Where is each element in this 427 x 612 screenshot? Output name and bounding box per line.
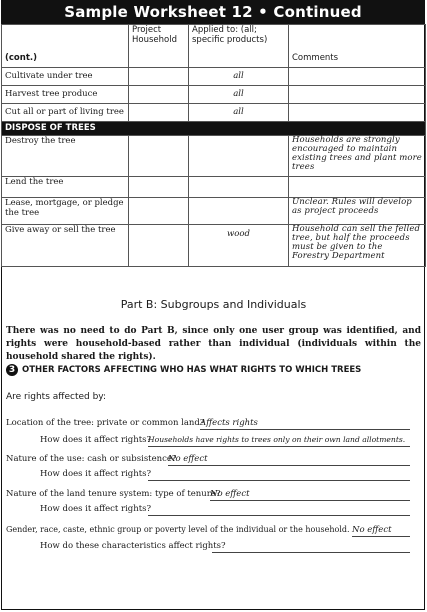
answer-tenure-how[interactable]	[148, 503, 410, 516]
comment-text: Households are strongly encouraged to maintain existing trees and plant more trees	[289, 136, 426, 177]
applied-to-value	[189, 198, 289, 225]
activity-label: Give away or sell the tree	[2, 225, 129, 267]
question-location: Location of the tree: private or common land?	[6, 418, 205, 428]
activity-label: Cultivate under tree	[2, 68, 129, 86]
household-cell	[129, 225, 189, 267]
answer-location-how[interactable]: Households have rights to trees only on their own land allotments.	[148, 434, 410, 447]
household-cell	[129, 86, 189, 104]
answer-nature-use-how[interactable]	[148, 468, 410, 481]
table-row	[2, 198, 426, 225]
activity-label: Cut all or part of living tree	[2, 104, 129, 122]
answer-tenure[interactable]: No effect	[210, 488, 410, 501]
question-nature-use: Nature of the use: cash or subsistence?	[6, 454, 177, 464]
question-location-how: How does it affect rights?	[40, 435, 152, 445]
table-row	[2, 136, 426, 177]
part-b-heading: Part B: Subgroups and Individuals	[120, 298, 307, 311]
activity-label: Lend the tree	[2, 177, 129, 198]
applied-to-value: wood	[189, 225, 289, 267]
activity-label: Destroy the tree	[2, 136, 129, 177]
comment-text: Unclear. Rules will develop as project proceeds	[289, 198, 426, 225]
comment-cell	[289, 104, 426, 122]
applied-to-value: all	[189, 104, 289, 122]
activity-label: Lease, mortgage, or pledge the tree	[2, 198, 129, 225]
question-gender: Gender, race, caste, ethnic group or poverty level of the individual or the household.	[6, 525, 350, 534]
section-3-title: OTHER FACTORS AFFECTING WHO HAS WHAT RIGHTS TO WHICH TREES	[22, 365, 362, 375]
household-cell	[129, 177, 189, 198]
part-b-text: There was no need to do Part B, since only one user group was identified, and rights were household-based rather than individual (individuals within the household shared the rights).	[6, 326, 421, 362]
answer-gender-how[interactable]	[212, 540, 410, 553]
header-applied-to: Applied to: (all; specific products)	[189, 25, 289, 68]
household-cell	[129, 104, 189, 122]
applied-to-value	[189, 177, 289, 198]
applied-to-value: all	[189, 86, 289, 104]
applied-to-value: all	[189, 68, 289, 86]
table-row	[2, 177, 426, 198]
comment-text: Household can sell the felled tree, but half the proceeds must be given to the Forestry Department	[289, 225, 426, 267]
header-comments: Comments	[289, 25, 426, 68]
activity-label: Harvest tree produce	[2, 86, 129, 104]
table-row	[2, 104, 426, 122]
answer-location[interactable]: Affects rights	[200, 417, 410, 430]
household-cell	[129, 198, 189, 225]
header-project-household: Project Household	[129, 25, 189, 68]
answer-gender[interactable]: No effect	[352, 524, 410, 537]
household-cell	[129, 68, 189, 86]
header-cont: (cont.)	[2, 25, 129, 68]
rights-table	[1, 24, 426, 267]
table-row	[2, 68, 426, 86]
rights-affected-label: Are rights affected by:	[6, 392, 107, 402]
table-row	[2, 225, 426, 267]
applied-to-value	[189, 136, 289, 177]
comment-cell	[289, 68, 426, 86]
answer-nature-use[interactable]: No effect	[168, 453, 410, 466]
comment-cell	[289, 86, 426, 104]
comment-text	[289, 177, 426, 198]
section-3-heading	[6, 364, 361, 376]
question-nature-use-how: How does it affect rights?	[40, 469, 152, 479]
table-row	[2, 86, 426, 104]
section-header-row	[2, 122, 426, 136]
section-number-badge: 3	[6, 364, 18, 376]
question-gender-how: How do these characteristics affect rights?	[40, 541, 226, 551]
worksheet-title: Sample Worksheet 12 • Continued	[1, 0, 425, 24]
table-header-row	[2, 25, 426, 68]
household-cell	[129, 136, 189, 177]
question-tenure-how: How does it affect rights?	[40, 504, 152, 514]
section-dispose-label: DISPOSE OF TREES	[2, 122, 426, 136]
question-tenure: Nature of the land tenure system: type of tenure?	[6, 489, 221, 499]
